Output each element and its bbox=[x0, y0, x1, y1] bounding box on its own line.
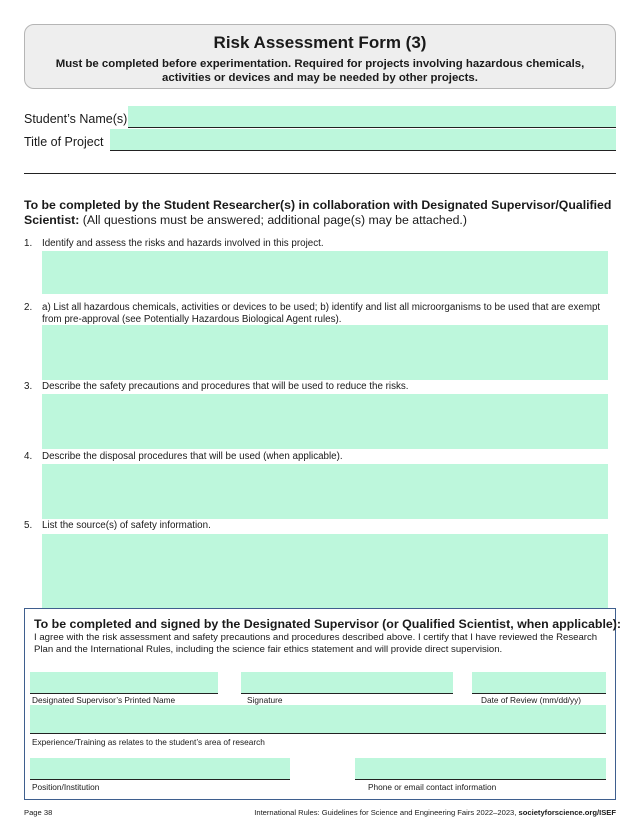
form-subtitle: Must be completed before experimentation. Required for projects involving hazardous chemicals, activities or devices and may be needed by other projects. bbox=[55, 58, 585, 84]
question-text: Identify and assess the risks and hazards involved in this project. bbox=[42, 238, 324, 249]
project-title-row bbox=[24, 129, 616, 151]
contact-info-field[interactable] bbox=[355, 758, 606, 780]
form-header bbox=[24, 24, 616, 89]
question-text: Describe the disposal procedures that will be used (when applicable). bbox=[42, 451, 343, 462]
answer-2-field[interactable] bbox=[42, 325, 608, 380]
supervisor-title: To be completed and signed by the Designated Supervisor (or Qualified Scientist, when applicable): bbox=[34, 617, 622, 631]
footer-citation bbox=[254, 808, 616, 817]
date-of-review-field[interactable] bbox=[472, 672, 606, 694]
divider bbox=[24, 173, 616, 174]
question-text: List the source(s) of safety information. bbox=[42, 520, 211, 531]
form-title: Risk Assessment Form (3) bbox=[213, 33, 427, 52]
answer-5-field[interactable] bbox=[42, 534, 608, 608]
section-heading-bold: To be completed by the Student Researcher(s) in collaboration with Designated Supervisor/Qualified Scientist: bbox=[24, 198, 612, 227]
question-number: 2. bbox=[24, 302, 33, 313]
student-name-field[interactable] bbox=[128, 106, 616, 128]
project-title-field[interactable] bbox=[110, 129, 616, 151]
page-number: Page 38 bbox=[24, 808, 53, 817]
question-text: Describe the safety precautions and procedures that will be used to reduce the risks. bbox=[42, 381, 409, 392]
date-of-review-label: Date of Review (mm/dd/yy) bbox=[481, 695, 582, 705]
experience-label: Experience/Training as relates to the student’s area of research bbox=[32, 737, 265, 747]
answer-4-field[interactable] bbox=[42, 464, 608, 519]
experience-field[interactable] bbox=[30, 705, 606, 734]
question-number: 5. bbox=[24, 520, 33, 531]
answer-1-field[interactable] bbox=[42, 251, 608, 294]
question-number: 1. bbox=[24, 238, 33, 249]
printed-name-label: Designated Supervisor’s Printed Name bbox=[32, 695, 176, 705]
contact-info-label: Phone or email contact information bbox=[368, 782, 497, 792]
question-text: a) List all hazardous chemicals, activities or devices to be used; b) identify and list all microorganisms to be used that are exempt from pre-approval (see Potentially Hazardous Biological Agent rules). bbox=[42, 302, 601, 325]
position-institution-label: Position/Institution bbox=[32, 782, 100, 792]
position-institution-field[interactable] bbox=[30, 758, 290, 780]
footer-rules: International Rules: Guidelines for Science and Engineering Fairs 2022–2023, bbox=[254, 808, 519, 817]
supervisor-section bbox=[24, 608, 622, 800]
footer-site-link[interactable]: societyforscience.org/ISEF bbox=[518, 808, 616, 817]
printed-name-field[interactable] bbox=[30, 672, 218, 694]
answer-3-field[interactable] bbox=[42, 394, 608, 449]
question-number: 4. bbox=[24, 451, 33, 462]
project-title-label: Title of Project bbox=[24, 135, 104, 149]
student-name-label: Student’s Name(s) bbox=[24, 112, 128, 126]
question-number: 3. bbox=[24, 381, 33, 392]
signature-label: Signature bbox=[247, 695, 283, 705]
supervisor-statement: I agree with the risk assessment and safety precautions and procedures described above. I certify that I have reviewed the Research Plan and the International Rules, including the science fair ethics statement and will provide direct supervision. bbox=[34, 632, 598, 655]
section-heading-note: (All questions must be answered; additional page(s) may be attached.) bbox=[79, 213, 467, 227]
student-name-row bbox=[24, 106, 616, 128]
signature-field[interactable] bbox=[241, 672, 453, 694]
section-heading bbox=[24, 198, 616, 228]
